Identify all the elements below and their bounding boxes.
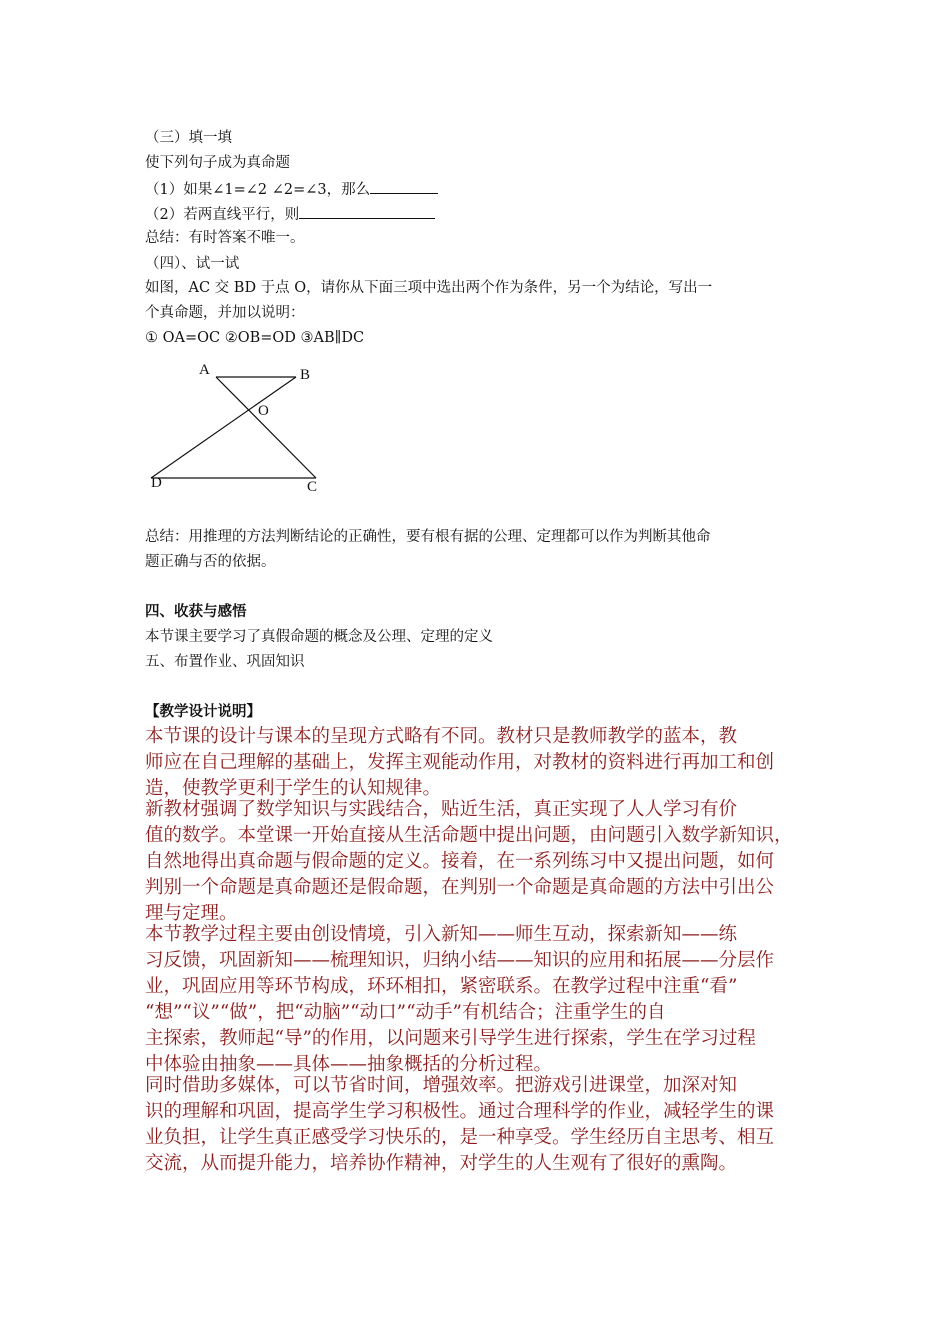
design-paragraph-line: 新教材强调了数学知识与实践结合，贴近生活，真正实现了人人学习有价 [145, 799, 738, 820]
design-paragraph-line: 识的理解和巩固，提高学生学习积极性。通过合理科学的作业，减轻学生的课 [145, 1101, 775, 1122]
design-paragraph-line: 业负担，让学生真正感受学习快乐的，是一种享受。学生经历自主思考、相互 [145, 1127, 775, 1148]
body-text: 本节课主要学习了真假命题的概念及公理、定理的定义 [145, 629, 493, 645]
design-paragraph-line: “想”“议”“做”，把“动脑”“动口”“动手”有机结合；注重学生的自 [145, 1002, 666, 1023]
design-paragraph-line: 本节课的设计与课本的呈现方式略有不同。教材只是教师教学的蓝本，教 [145, 726, 738, 747]
point-label-a: A [199, 362, 210, 378]
design-paragraph-line: 判别一个命题是真命题还是假命题，在判别一个命题是真命题的方法中引出公 [145, 877, 775, 898]
prompt-text: 个真命题，并加以说明： [145, 305, 305, 321]
point-label-c: C [307, 479, 318, 495]
design-paragraph-line: 同时借助多媒体，可以节省时间，增强效率。把游戏引进课堂，加深对知 [145, 1075, 738, 1096]
summary-text: 总结：有时答案不唯一。 [145, 230, 305, 246]
section-heading: 四、收获与感悟 [145, 603, 247, 620]
summary-text: 总结：用推理的方法判断结论的正确性，要有根有据的公理、定理都可以作为判断其他命 [145, 529, 711, 545]
point-label-b: B [300, 367, 311, 383]
design-paragraph-line: 中体验由抽象——具体——抽象概括的分析过程。 [145, 1054, 553, 1075]
design-heading: 【教学设计说明】 [145, 703, 261, 720]
question-1-text: （1）如果∠1=∠2 ∠2=∠3，那么 [145, 182, 371, 198]
design-paragraph-line: 理与定理。 [145, 903, 238, 924]
point-label-d: D [151, 475, 162, 491]
design-paragraph-line: 值的数学。本堂课一开始直接从生活命题中提出问题，由问题引入数学新知识， [145, 825, 793, 846]
design-paragraph-line: 师应在自己理解的基础上，发挥主观能动作用，对教材的资料进行再加工和创 [145, 752, 775, 773]
design-paragraph-line: 习反馈，巩固新知——梳理知识，归纳小结——知识的应用和拓展——分层作 [145, 950, 775, 971]
design-paragraph-line: 交流，从而提升能力，培养协作精神，对学生的人生观有了很好的熏陶。 [145, 1153, 738, 1174]
design-paragraph-line: 造，使教学更利于学生的认知规律。 [145, 778, 442, 799]
point-label-o: O [258, 403, 269, 419]
summary-text: 题正确与否的依据。 [145, 554, 276, 570]
prompt-text: 如图，AC 交 BD 于点 O，请你从下面三项中选出两个作为条件，另一个为结论，写出一 [145, 280, 713, 296]
instruction-text: 使下列句子成为真命题 [145, 155, 290, 171]
section-heading: 五、布置作业、巩固知识 [145, 654, 305, 670]
question-2-text: （2）若两直线平行，则 [145, 207, 300, 223]
design-paragraph-line: 业，巩固应用等环节构成，环环相扣，紧密联系。在教学过程中注重“看” [145, 976, 738, 997]
section-heading: （四）、试一试 [145, 256, 240, 272]
segment-bd [151, 377, 296, 478]
design-paragraph-line: 自然地得出真命题与假命题的定义。接着，在一系列练习中又提出问题，如何 [145, 851, 775, 872]
design-paragraph-line: 本节教学过程主要由创设情境，引入新知——师生互动，探索新知——练 [145, 924, 738, 945]
options-text: ① OA=OC ②OB=OD ③AB∥DC [145, 330, 365, 346]
segment-ac [216, 377, 316, 478]
design-paragraph-line: 主探索，教师起“导”的作用，以问题来引导学生进行探索，学生在学习过程 [145, 1028, 756, 1049]
section-heading: （三）填一填 [145, 130, 232, 146]
